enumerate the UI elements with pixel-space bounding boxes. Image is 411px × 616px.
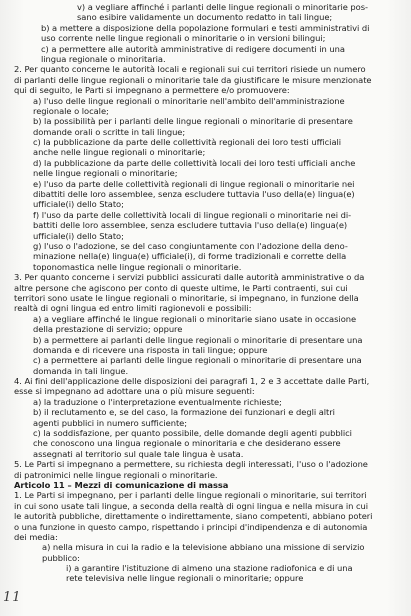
text-line: battiti delle loro assemblee, senza escludere tuttavia l'uso della(e) lingua(e) <box>33 220 348 231</box>
text-line: a) nella misura in cui la radio e la televisione abbiano una missione di servizio <box>42 542 365 553</box>
text-line: o una funzione in questo campo, rispettando i principi d'indipendenza e di autonomia <box>14 521 368 532</box>
text-line: e) l'uso da parte delle collettività regionali di lingue regionali o minoritarie nei <box>33 178 355 189</box>
text-line: assegnati al territorio sul quale tale lingua è usata. <box>33 448 244 459</box>
text-line: ufficiale(i) dello Stato; <box>33 199 124 210</box>
text-line: Articolo 11 – Mezzi di comunicazione di massa <box>14 479 229 490</box>
text-line: c) la soddisfazione, per quanto possibile, delle domande degli agenti pubblici <box>33 428 352 439</box>
text-line: domande orali o scritte in tali lingue; <box>33 126 186 137</box>
text-line: anche nelle lingue regionali o minoritarie; <box>33 147 206 158</box>
text-line: g) l'uso o l'adozione, se del caso congiuntamente con l'adozione della deno- <box>33 240 348 251</box>
text-line: che conoscono una lingua regionale o minoritaria e che desiderano essere <box>33 438 341 449</box>
text-line: di parlanti delle lingue regionali o minoritarie tale da giustificare le misure menzionate <box>14 74 372 85</box>
text-line: 4. Ai fini dell'applicazione delle disposizioni dei paragrafi 1, 2 e 3 accettate dalle Parti, <box>14 376 370 387</box>
text-line: v) a vegliare affinché i parlanti delle lingue regionali o minoritarie pos- <box>77 2 368 12</box>
text-line: pubblico: <box>42 552 80 563</box>
text-line: domanda in tali lingue. <box>33 365 129 376</box>
text-line: b) la possibilità per i parlanti delle lingue regionali o minoritarie di presentare <box>33 116 353 127</box>
text-line: 5. Le Parti si impegnano a permettere, su richiesta degli interessati, l'uso o l'adozione <box>14 459 368 470</box>
text-line: dibattiti delle loro assemblee, senza escludere tuttavia l'uso della(e) lingua(e) <box>33 189 355 200</box>
text-line: minazione nella(e) lingua(e) ufficiale(i), di forme tradizionali e corrette della <box>33 251 347 262</box>
text-line: rete televisiva nelle lingue regionali o minoritarie; oppure <box>66 573 304 584</box>
text-line: nelle lingue regionali o minoritarie; <box>33 168 178 179</box>
text-line: domanda e di ricevere una risposta in tali lingue; oppure <box>33 344 268 355</box>
text-line: 3. Per quanto concerne i servizi pubblici assicurati dalle autorità amministrative o da <box>14 272 365 283</box>
text-line: altre persone che agiscono per conto di queste ultime, le Parti contraenti, sui cui <box>14 282 348 293</box>
text-line: 2. Per quanto concerne le autorità locali e regionali sui cui territori risiede un numero <box>14 64 366 75</box>
text-line: lingua regionale o minoritaria. <box>41 53 166 64</box>
text-line: b) a mettere a disposizione della popolazione formulari e testi amministrativi di <box>41 22 370 33</box>
text-line: c) a permettere alle autorità amministrative di redigere documenti in una <box>41 43 345 54</box>
text-line: regionale o locale; <box>33 105 109 116</box>
text-line: le autorità pubbliche, direttamente o indirettamente, siano competenti, abbiano poteri <box>14 511 373 522</box>
text-line: f) l'uso da parte delle collettività locali di lingue regionali o minoritarie nei di- <box>33 209 352 220</box>
text-line: c) la pubblicazione da parte delle collettività regionali dei loro testi ufficiali <box>33 137 342 148</box>
text-line: b) a permettere ai parlanti delle lingue regionali o minoritarie di presentare una <box>33 334 363 345</box>
text-line: uso corrente nelle lingue regionali o minoritarie o in versioni bilingui; <box>41 33 326 44</box>
document-body <box>14 2 406 584</box>
text-line: qui di seguito, le Parti si impegnano a permettere e/o promuovere: <box>14 85 290 96</box>
text-line: a) la traduzione o l'interpretazione eventualmente richieste; <box>33 396 282 407</box>
text-line: sano esibire validamente un documento redatto in tali lingue; <box>77 12 333 23</box>
text-line: agenti pubblici in numero sufficiente; <box>33 417 188 428</box>
text-line: ufficiale(i) dello Stato; <box>33 230 124 241</box>
text-line: esse si impegnano ad adottare una o più misure seguenti: <box>14 386 255 397</box>
text-line: a) l'uso delle lingue regionali o minoritarie nell'ambito dell'amministrazione <box>33 95 345 106</box>
text-line: della prestazione di servizio; oppure <box>33 324 183 335</box>
text-line: a) a vegliare affinché le lingue regionali o minoritarie siano usate in occasione <box>33 313 357 324</box>
page-number: 11 <box>3 590 22 605</box>
text-line: d) la pubblicazione da parte delle collettività locali dei loro testi ufficiali anche <box>33 157 356 168</box>
text-line: in cui sono usate tali lingue, a seconda della realtà di ogni lingua e nella misura in cui <box>14 500 369 511</box>
text-line: dei media: <box>14 531 58 542</box>
text-line: b) il reclutamento e, se del caso, la formazione dei funzionari e degli altri <box>33 407 335 418</box>
text-line: i) a garantire l'istituzione di almeno una stazione radiofonica e di una <box>66 563 353 574</box>
text-line: di patronimici nelle lingue regionali o minoritarie. <box>14 469 218 480</box>
text-line: 1. Le Parti si impegnano, per i parlanti delle lingue regionali o minoritarie, sui territori <box>14 490 367 501</box>
text-line: toponomastica nelle lingue regionali o minoritarie. <box>33 261 242 272</box>
text-line: territori sono usate le lingue regionali o minoritarie, si impegnano, in funzione della <box>14 292 359 303</box>
text-line: realtà di ogni lingua ed entro limiti ragionevoli e possibili: <box>14 303 252 314</box>
text-line: c) a permettere ai parlanti delle lingue regionali o minoritarie di presentare una <box>33 355 362 366</box>
